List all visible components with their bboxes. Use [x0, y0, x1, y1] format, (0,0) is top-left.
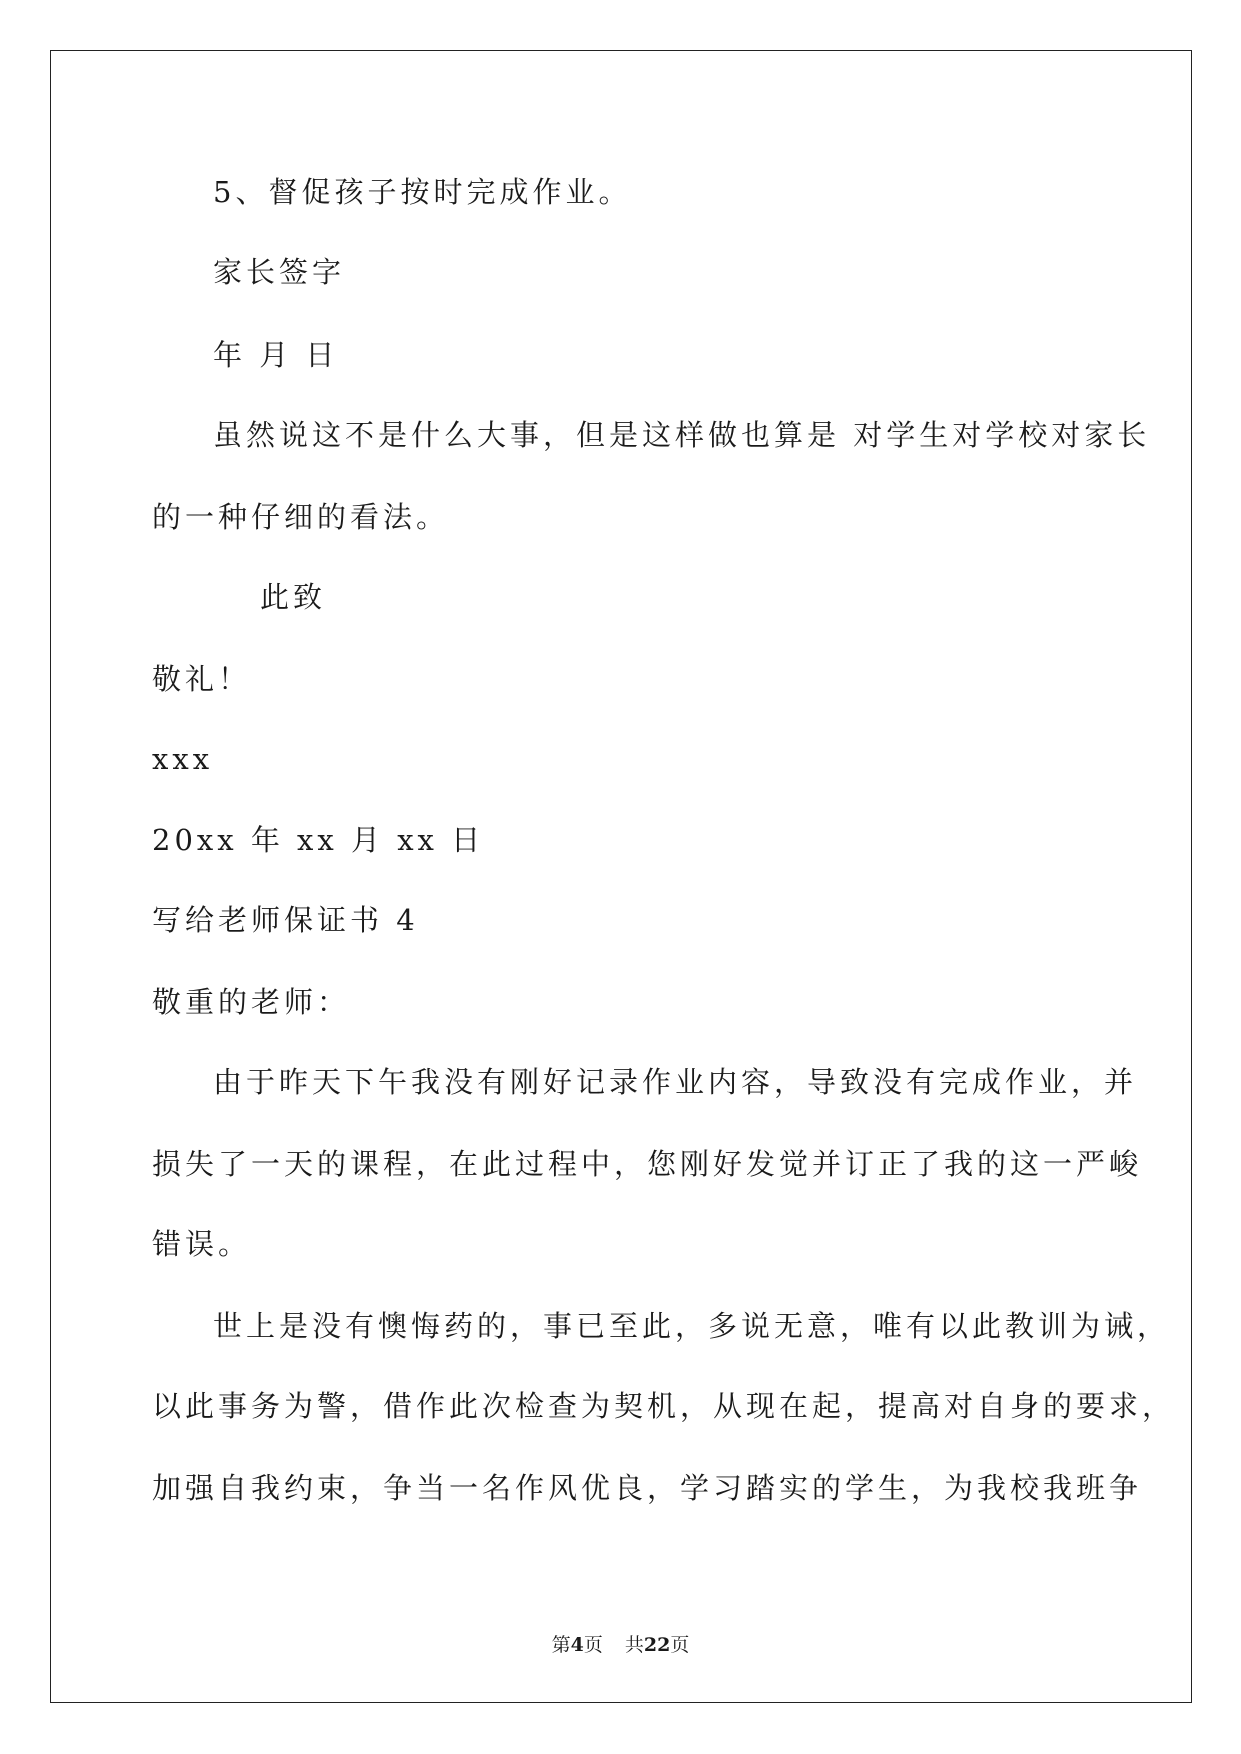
text-line-9: 20xx 年 xx 月 xx 日 — [152, 823, 485, 857]
page-footer — [0, 1630, 1241, 1657]
footer-total-suffix: 页 — [670, 1634, 690, 1656]
footer-total-prefix: 共 — [624, 1634, 644, 1656]
text-line-2: 家长签字 — [213, 255, 346, 289]
text-line-16: 以此事务为警，借作此次检查为契机，从现在起，提高对自身的要求， — [152, 1389, 1176, 1423]
footer-page-number: 4 — [570, 1634, 584, 1656]
text-line-13: 损失了一天的课程，在此过程中，您刚好发觉并订正了我的这一严峻 — [152, 1147, 1143, 1181]
text-line-15: 世上是没有懊悔药的，事已至此，多说无意，唯有以此教训为诫， — [213, 1309, 1171, 1343]
text-line-12: 由于昨天下午我没有刚好记录作业内容，导致没有完成作业，并 — [213, 1065, 1138, 1099]
text-line-4: 虽然说这不是什么大事，但是这样做也算是 对学生对学校对家长 — [213, 418, 1151, 452]
text-line-3: 年 月 日 — [213, 338, 339, 372]
text-line-14: 错误。 — [152, 1227, 252, 1261]
footer-total-pages: 22 — [643, 1634, 671, 1656]
text-line-5: 的一种仔细的看法。 — [152, 500, 450, 534]
text-line-8: xxx — [152, 742, 214, 776]
text-line-1: 5、督促孩子按时完成作业。 — [213, 175, 632, 209]
footer-page-suffix: 页 — [583, 1634, 603, 1656]
text-line-10: 写给老师保证书 4 — [152, 903, 419, 937]
text-line-17: 加强自我约束，争当一名作风优良，学习踏实的学生，为我校我班争 — [152, 1471, 1143, 1505]
footer-prefix: 第 — [551, 1634, 571, 1656]
page-border — [50, 50, 1192, 1703]
text-line-11: 敬重的老师： — [152, 985, 351, 1019]
text-line-6: 此致 — [260, 580, 327, 614]
text-line-7: 敬礼！ — [152, 662, 252, 696]
